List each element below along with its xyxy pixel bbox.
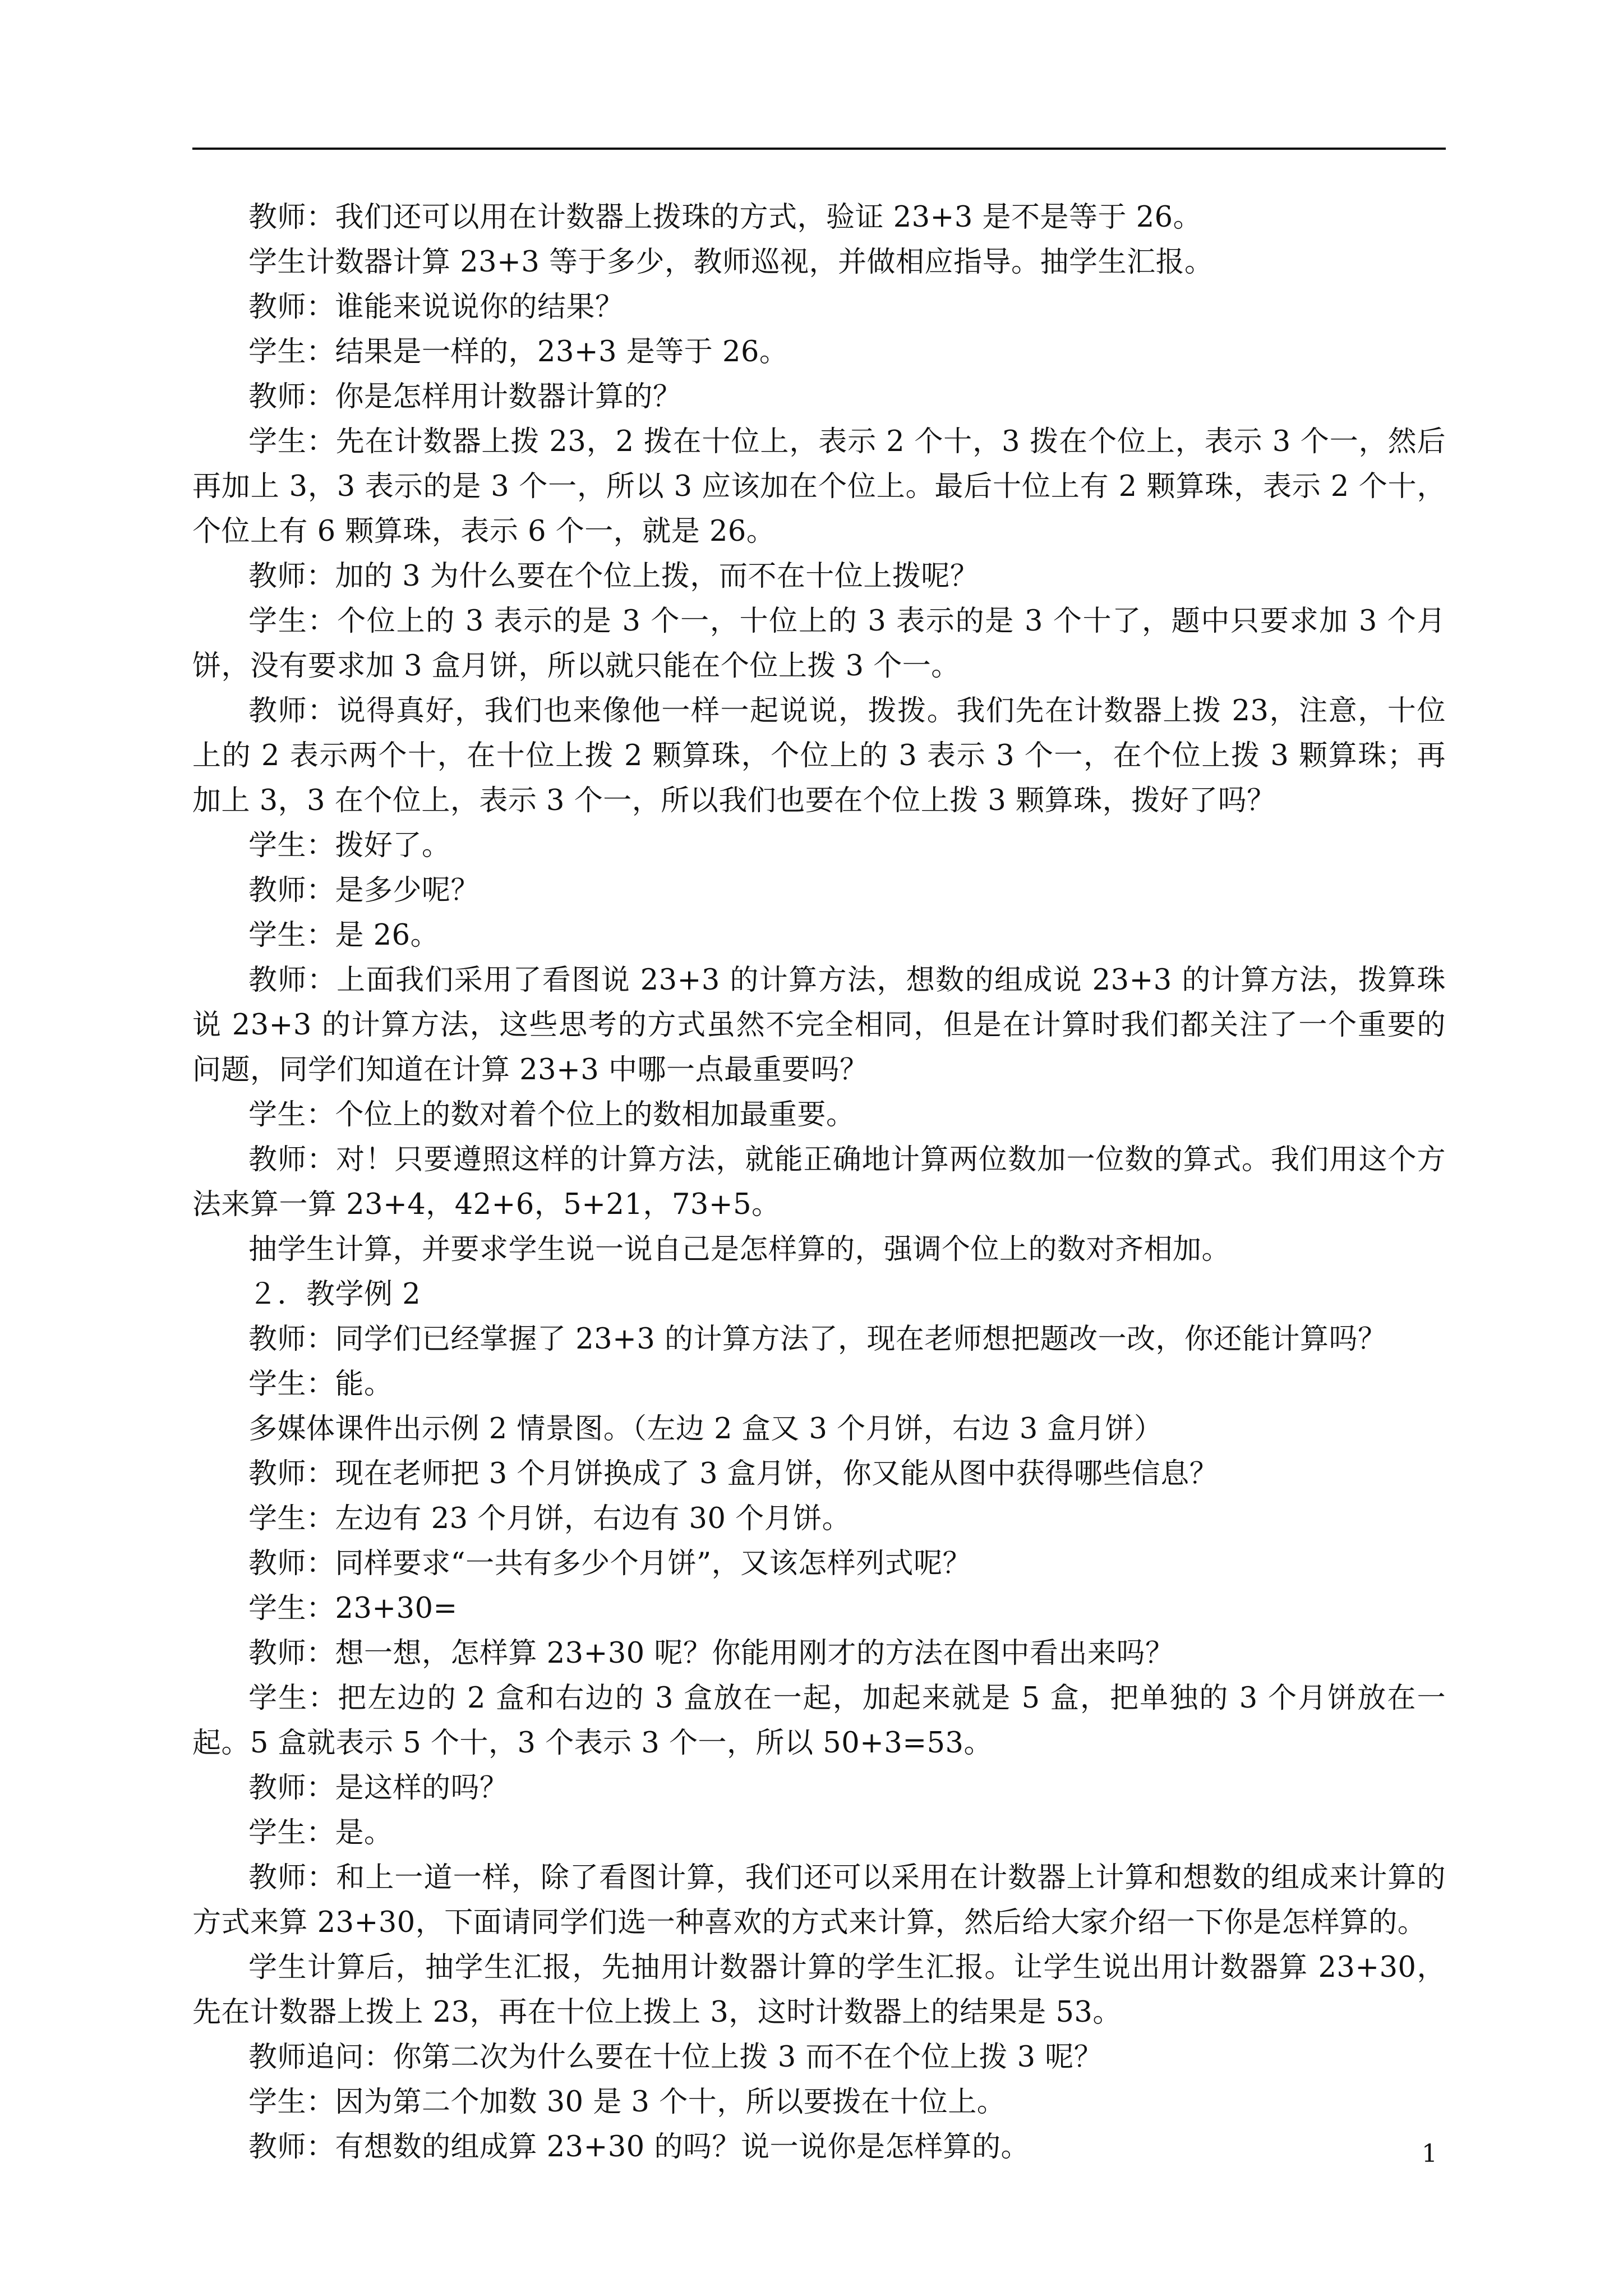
paragraph-9: 教师：说得真好，我们也来像他一样一起说说，拨拨。我们先在计数器上拨 23，注意，十位上的 2 表示两个十，在十位上拨 2 颗算珠，个位上的 3 表示 3 个一，在个位上拨 3 颗算珠；再加上 3，3 在个位上，表示 3 个一，所以我们也要在个位上拨 3 颗算珠，拨好了吗？ — [192, 694, 1446, 817]
paragraph-31: 教师追问：你第二次为什么要在十位上拨 3 而不在个位上拨 3 呢？ — [248, 2041, 1103, 2074]
paragraph-19: 学生：能。 — [248, 1368, 393, 1401]
paragraph-23: 教师：同样要求“一共有多少个月饼”，又该怎样列式呢？ — [248, 1547, 972, 1580]
page-number: 1 — [1422, 2139, 1437, 2168]
paragraph-2: 学生计数器计算 23+3 等于多少，教师巡视，并做相应指导。抽学生汇报。 — [248, 246, 1214, 279]
header-rule — [192, 148, 1446, 150]
paragraph-13: 教师：上面我们采用了看图说 23+3 的计算方法，想数的组成说 23+3 的计算方法，拨算珠说 23+3 的计算方法，这些思考的方式虽然不完全相同，但是在计算时我们都关注了一个重要的问题，同学们知道在计算 23+3 中哪一点最重要吗？ — [192, 964, 1446, 1087]
paragraph-22: 学生：左边有 23 个月饼，右边有 30 个月饼。 — [248, 1502, 851, 1535]
paragraph-30: 学生计算后，抽学生汇报，先抽用计数器计算的学生汇报。让学生说出用计数器算 23+30，先在计数器上拨上 23，再在十位上拨上 3，这时计数器上的结果是 53。 — [192, 1951, 1446, 2029]
paragraph-21: 教师：现在老师把 3 个月饼换成了 3 盒月饼，你又能从图中获得哪些信息？ — [248, 1457, 1219, 1490]
paragraph-1: 教师：我们还可以用在计数器上拨珠的方式，验证 23+3 是不是等于 26。 — [248, 201, 1202, 234]
paragraph-29: 教师：和上一道一样，除了看图计算，我们还可以采用在计数器上计算和想数的组成来计算的方式来算 23+30，下面请同学们选一种喜欢的方式来计算，然后给大家介绍一下你是怎样算的。 — [192, 1861, 1446, 1939]
paragraph-14: 学生：个位上的数对着个位上的数相加最重要。 — [248, 1098, 855, 1131]
paragraph-8: 学生：个位上的 3 表示的是 3 个一，十位上的 3 表示的是 3 个十了，题中只要求加 3 个月饼，没有要求加 3 盒月饼，所以就只能在个位上拨 3 个一。 — [192, 605, 1446, 683]
paragraph-26: 学生：把左边的 2 盒和右边的 3 盒放在一起，加起来就是 5 盒，把单独的 3 个月饼放在一起。5 盒就表示 5 个十，3 个表示 3 个一，所以 50+3=53。 — [192, 1682, 1446, 1760]
paragraph-7: 教师：加的 3 为什么要在个位上拨，而不在十位上拨呢？ — [248, 560, 979, 593]
paragraph-28: 学生：是。 — [248, 1816, 393, 1849]
paragraph-20: 多媒体课件出示例 2 情景图。（左边 2 盒又 3 个月饼，右边 3 盒月饼） — [248, 1412, 1163, 1446]
paragraph-25: 教师：想一想，怎样算 23+30 呢？你能用刚才的方法在图中看出来吗？ — [248, 1637, 1174, 1670]
paragraph-16: 抽学生计算，并要求学生说一说自己是怎样算的，强调个位上的数对齐相加。 — [248, 1233, 1231, 1266]
section-heading: ２．教学例 2 — [248, 1278, 421, 1311]
paragraph-24: 学生：23+30= — [248, 1592, 458, 1625]
document-body — [192, 195, 1446, 2170]
paragraph-12: 学生：是 26。 — [248, 919, 440, 952]
paragraph-4: 学生：结果是一样的，23+3 是等于 26。 — [248, 335, 789, 369]
paragraph-11: 教师：是多少呢？ — [248, 874, 480, 907]
paragraph-18: 教师：同学们已经掌握了 23+3 的计算方法了，现在老师想把题改一改，你还能计算吗？ — [248, 1323, 1387, 1356]
paragraph-33: 教师：有想数的组成算 23+30 的吗？说一说你是怎样算的。 — [248, 2131, 1030, 2164]
paragraph-10: 学生：拨好了。 — [248, 829, 451, 862]
paragraph-3: 教师：谁能来说说你的结果？ — [248, 291, 624, 324]
paragraph-32: 学生：因为第二个加数 30 是 3 个十，所以要拨在十位上。 — [248, 2086, 1006, 2119]
paragraph-27: 教师：是这样的吗？ — [248, 1772, 509, 1805]
paragraph-15: 教师：对！只要遵照这样的计算方法，就能正确地计算两位数加一位数的算式。我们用这个方法来算一算 23+4，42+6，5+21，73+5。 — [192, 1143, 1446, 1221]
paragraph-6: 学生：先在计数器上拨 23，2 拨在十位上，表示 2 个十，3 拨在个位上，表示 3 个一，然后再加上 3，3 表示的是 3 个一，所以 3 应该加在个位上。最后十位上有 2 颗算珠，表示 2 个十，个位上有 6 颗算珠，表示 6 个一，就是 26。 — [192, 425, 1446, 548]
paragraph-5: 教师：你是怎样用计数器计算的？ — [248, 380, 682, 413]
